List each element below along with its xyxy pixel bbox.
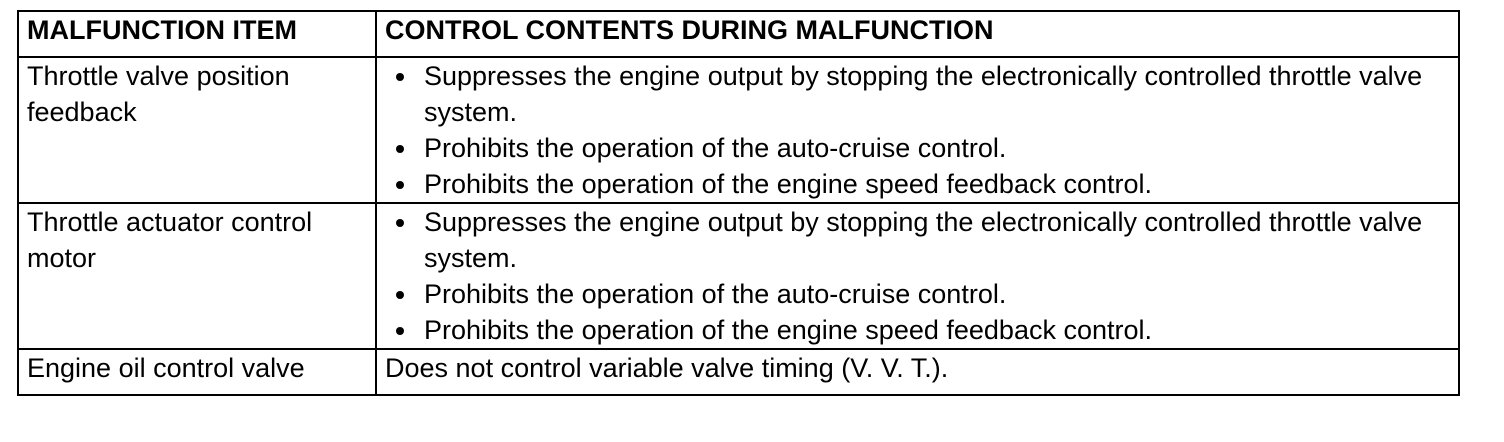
- control-list-item: Prohibits the operation of the engine speed feedback control.: [385, 312, 1458, 348]
- malfunction-item-cell: [18, 349, 376, 395]
- malfunction-item-text: Throttle actuator control motor: [27, 207, 313, 273]
- malfunction-control-table: [17, 10, 1460, 396]
- table-row: [18, 349, 1459, 395]
- control-list-item: Prohibits the operation of the auto-cruise control.: [385, 276, 1458, 312]
- table-row: [18, 203, 1459, 349]
- control-list-item: Suppresses the engine output by stopping the electronically controlled throttle valve system.: [385, 204, 1458, 276]
- control-list-item: Suppresses the engine output by stopping the electronically controlled throttle valve system.: [385, 58, 1458, 130]
- control-list: [385, 204, 1458, 348]
- control-contents-cell: Does not control variable valve timing (V. V. T.).: [376, 349, 1459, 395]
- control-list: [385, 58, 1458, 202]
- malfunction-item-cell: [18, 203, 376, 349]
- control-list-item: Prohibits the operation of the auto-cruise control.: [385, 130, 1458, 166]
- header-control-contents: CONTROL CONTENTS DURING MALFUNCTION: [376, 11, 1459, 57]
- malfunction-item-text: Throttle valve position feedback: [27, 61, 290, 127]
- control-contents-cell: [376, 203, 1459, 349]
- malfunction-item-text: Engine oil control valve: [27, 353, 305, 383]
- control-contents-cell: [376, 57, 1459, 203]
- header-malfunction-item: MALFUNCTION ITEM: [18, 11, 376, 57]
- control-list-item: Prohibits the operation of the engine speed feedback control.: [385, 166, 1458, 202]
- table-header-row: [18, 11, 1459, 57]
- table-row: [18, 57, 1459, 203]
- malfunction-item-cell: [18, 57, 376, 203]
